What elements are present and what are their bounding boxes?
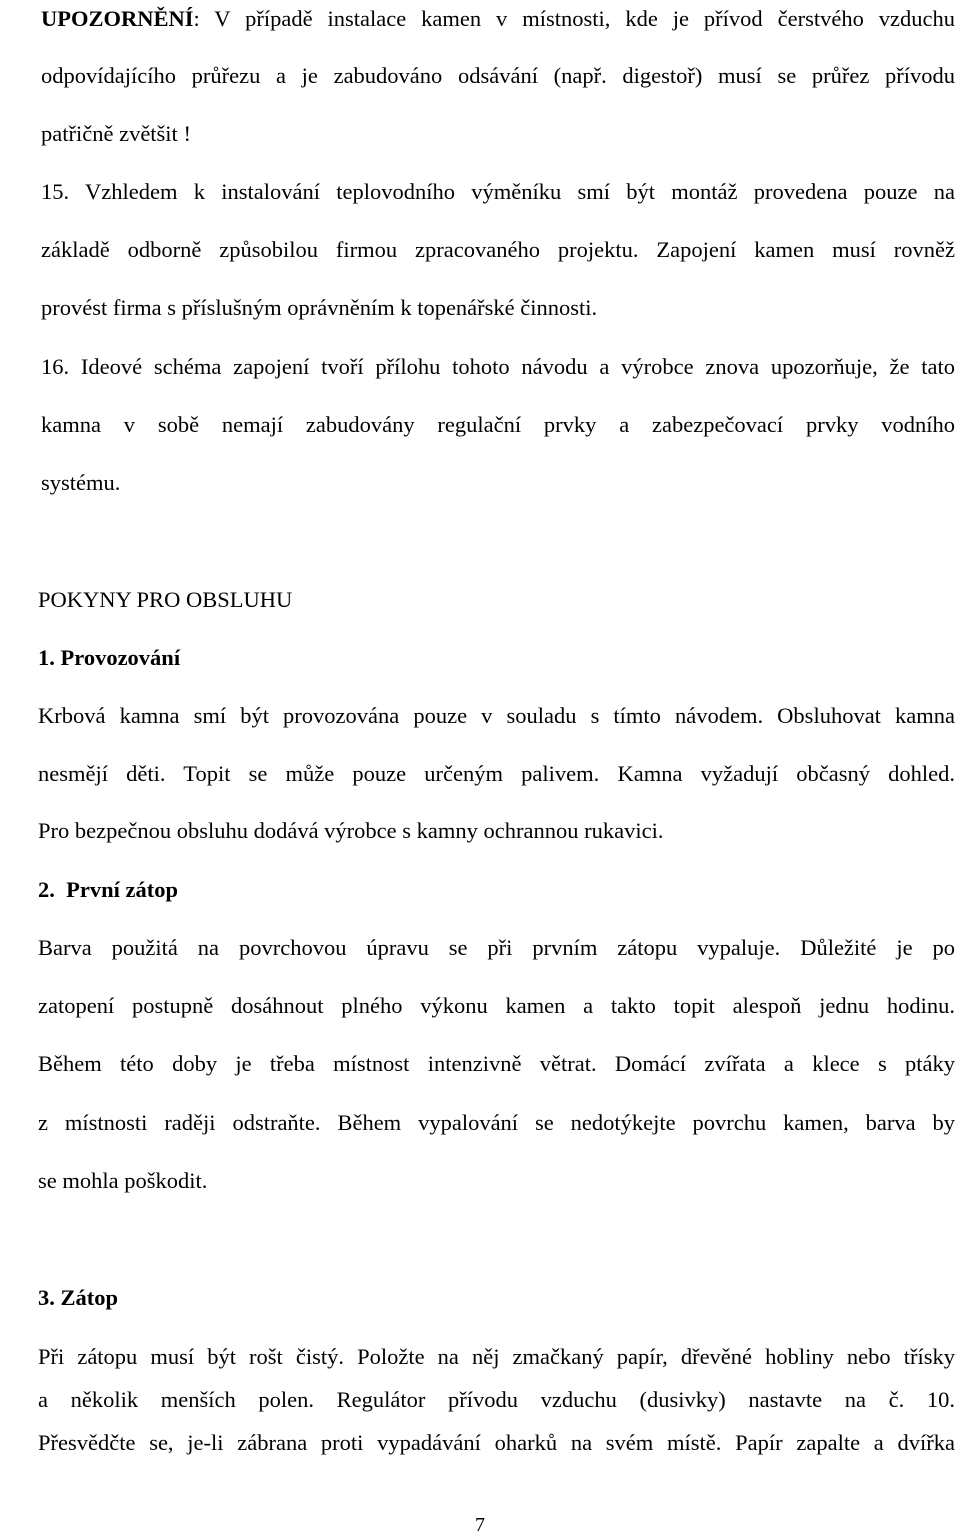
section-3-line-1: Při zátopu musí být rošt čistý. Položte na něj zmačkaný papír, dřevěné hobliny nebo třísky bbox=[38, 1344, 955, 1369]
section-2-line-1: Barva použitá na povrchovou úpravu se při prvním zátopu vypaluje. Důležité je po bbox=[38, 935, 955, 960]
section-1-heading: 1. Provozování bbox=[38, 645, 181, 670]
item-16-line-2: kamna v sobě nemají zabudovány regulační prvky a zabezpečovací prvky vodního bbox=[41, 412, 955, 437]
section-2-line-4: z místnosti raději odstraňte. Během vypalování se nedotýkejte povrchu kamen, barva by bbox=[38, 1110, 955, 1135]
item-16-line-3: systému. bbox=[41, 470, 121, 495]
section-3-heading: 3. Zátop bbox=[38, 1285, 119, 1310]
section-2-line-5: se mohla poškodit. bbox=[38, 1168, 208, 1193]
section-2-number: 2. bbox=[38, 877, 55, 902]
section-2-title: První zátop bbox=[66, 877, 178, 902]
section-3-line-2: a několik menších polen. Regulátor přívodu vzduchu (dusivky) nastavte na č. 10. bbox=[38, 1387, 955, 1412]
item-15-line-1: 15. Vzhledem k instalování teplovodního výměníku smí být montáž provedena pouze na bbox=[41, 179, 955, 204]
item-16-line-1: 16. Ideové schéma zapojení tvoří přílohu tohoto návodu a výrobce znova upozorňuje, že tato bbox=[41, 354, 955, 379]
section-1-line-1: Krbová kamna smí být provozována pouze v souladu s tímto návodem. Obsluhovat kamna bbox=[38, 703, 955, 728]
warning-line-1 bbox=[41, 5, 955, 33]
section-2-heading bbox=[38, 876, 178, 904]
item-15-line-2: základě odborně způsobilou firmou zpracovaného projektu. Zapojení kamen musí rovněž bbox=[41, 237, 955, 262]
warning-label: UPOZORNĚNÍ bbox=[41, 6, 194, 31]
section-3-line-3: Přesvědčte se, je-li zábrana proti vypadávání oharků na svém místě. Papír zapalte a dvířka bbox=[38, 1430, 955, 1455]
section-1-line-2: nesmějí děti. Topit se může pouze určeným palivem. Kamna vyžadují občasný dohled. bbox=[38, 761, 955, 786]
section-1-line-3: Pro bezpečnou obsluhu dodává výrobce s kamny ochrannou rukavici. bbox=[38, 818, 664, 843]
item-15-line-3: provést firma s příslušným oprávněním k topenářské činnosti. bbox=[41, 295, 598, 320]
section-2-line-3: Během této doby je třeba místnost intenzivně větrat. Domácí zvířata a klece s ptáky bbox=[38, 1051, 955, 1076]
page-number: 7 bbox=[475, 1514, 485, 1536]
warning-text: : V případě instalace kamen v místnosti, kde je přívod čerstvého vzduchu bbox=[193, 6, 955, 31]
section-title: POKYNY PRO OBSLUHU bbox=[38, 587, 293, 612]
warning-line-3: patřičně zvětšit ! bbox=[41, 121, 191, 146]
section-2-line-2: zatopení postupně dosáhnout plného výkonu kamen a takto topit alespoň jednu hodinu. bbox=[38, 993, 955, 1018]
warning-line-2: odpovídajícího průřezu a je zabudováno odsávání (např. digestoř) musí se průřez přívodu bbox=[41, 63, 955, 88]
